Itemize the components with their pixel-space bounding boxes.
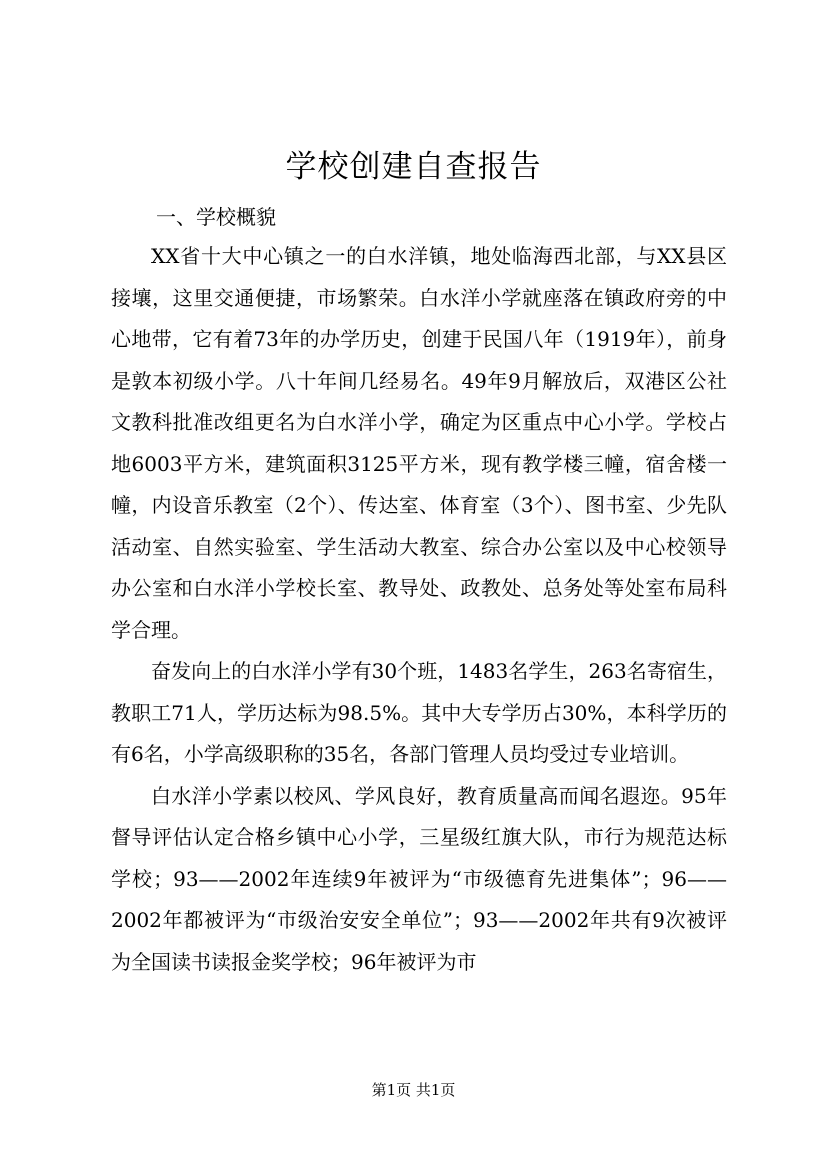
document-title: 学校创建自查报告 — [285, 149, 542, 185]
section-heading: 一、学校概貌 — [156, 205, 276, 229]
paragraph-student-staff: 奋发向上的白水洋小学有30个班，1483名学生，263名寄宿生，教职工71人，学历达标为98.5%。其中大专学历占30%，本科学历的有6名，小学高级职称的35名，各部门管理人员均受过专业培训。 — [111, 659, 727, 766]
page-footer: 第1页 共1页 — [371, 1081, 456, 1099]
paragraph-school-overview: XX省十大中心镇之一的白水洋镇，地处临海西北部，与XX县区接壤，这里交通便捷，市场繁荣。白水洋小学就座落在镇政府旁的中心地带，它有着73年的办学历史，创建于民国八年（1919年），前身是敦本初级小学。八十年间几经易名。49年9月解放后，双港区公社文教科批准改组更名为白水洋小学，确定为区重点中心小学。学校占地6003平方米，建筑面积3125平方米，现有教学楼三幢，宿舍楼一幢，内设音乐教室（2个）、传达室、体育室（3个）、图书室、少先队活动室、自然实验室、学生活动大教室、综合办公室以及中心校领导办公室和白水洋小学校长室、教导处、政教处、总务处等处室布局科学合理。 — [111, 244, 727, 642]
paragraph-honors: 白水洋小学素以校风、学风良好，教育质量高而闻名遐迩。95年督导评估认定合格乡镇中心小学，三星级红旗大队，市行为规范达标学校；93——2002年连续9年被评为“市级德育先进集体”；96——2002年都被评为“市级治安安全单位”；93——2002年共有9次被评为全国读书读报金奖学校；96年被评为市 — [111, 783, 727, 974]
document-body — [111, 200, 727, 983]
